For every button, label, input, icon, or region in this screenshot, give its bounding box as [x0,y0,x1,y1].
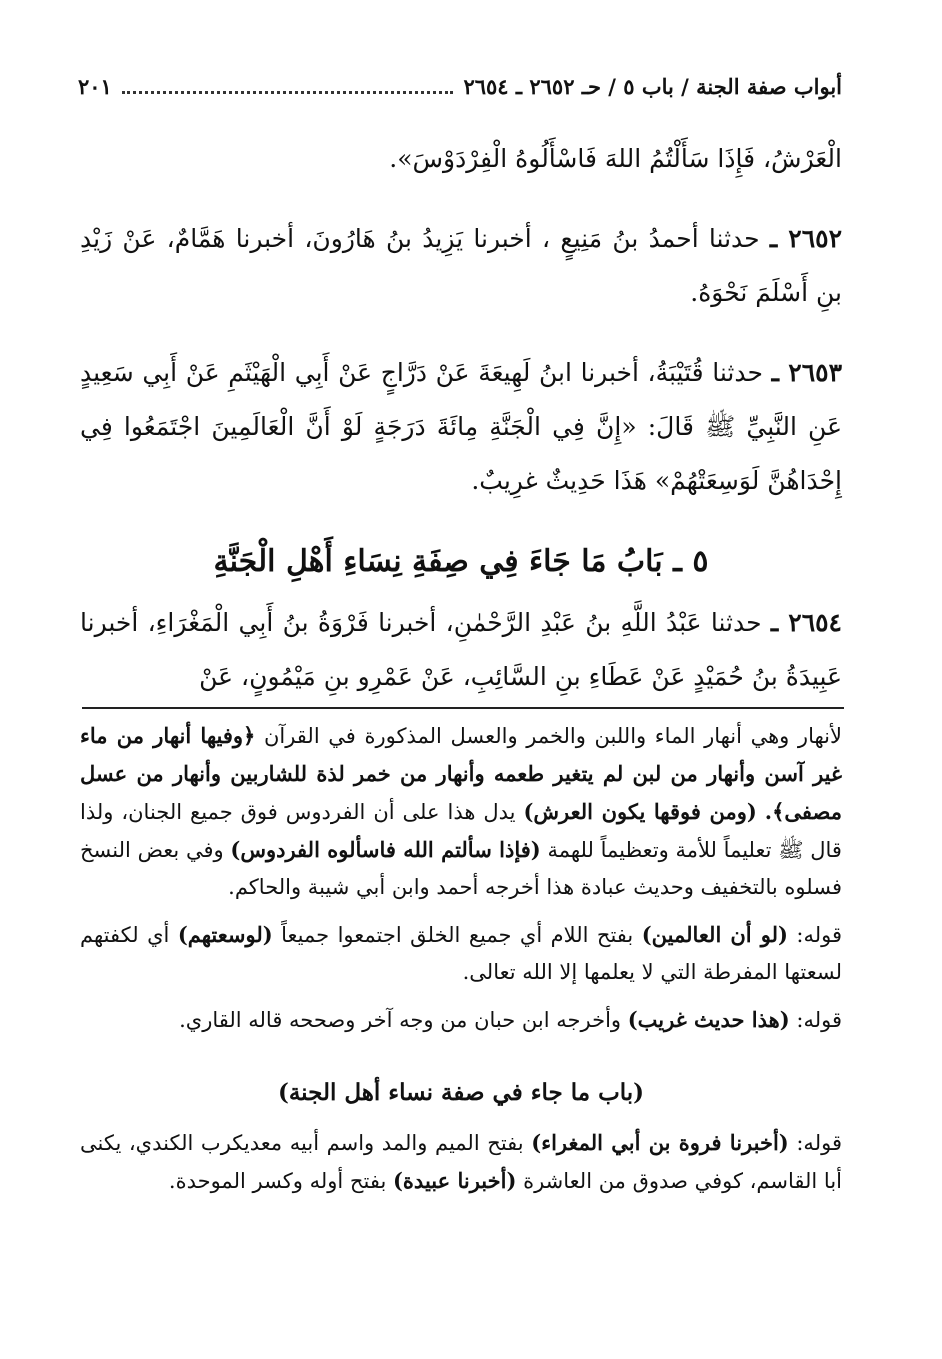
commentary-paragraph [80,916,842,991]
note-text: أي لكفتهم لسعتها المفرطة التي لا يعلمها إلا الله تعالى. [80,923,842,984]
note-lead: قوله: [796,1131,842,1155]
note-lead: قوله: [796,923,842,947]
quoted-phrase: (أخبرنا عبيدة) [392,1168,517,1193]
hadith-number: ٢٦٥٤ ـ [770,608,842,637]
note-text: وفي بعض النسخ فسلوه بالتخفيف وحديث عبادة هذا أخرجه أحمد وابن أبي شيبة والحاكم. [80,838,842,899]
note-text: يدل هذا على أن الفردوس فوق جميع الجنان، ولذا قال ﷺ تعليماً للأمة وتعظيماً للهمة [80,800,842,862]
hadith-2654 [80,596,842,704]
note-text: بفتح أوله وكسر الموحدة. [168,1169,387,1193]
footnote-divider [82,707,844,709]
commentary-paragraph [80,1001,842,1039]
hadith-number: ٢٦٥٣ ـ [771,358,843,387]
note-text: وأخرجه ابن حبان من وجه آخر وصححه قاله القاري. [179,1008,622,1032]
quoted-phrase: (هذا حديث غريب) [627,1007,790,1032]
chapter-title: ٥ ـ بَابُ مَا جَاءَ فِي صِفَةِ نِسَاءِ أَهْلِ الْجَنَّةِ [213,544,709,579]
hadith-text [80,132,842,730]
paragraph-text: حدثنا قُتَيْبَةُ، أخبرنا ابنُ لَهِيعَةَ عَنْ دَرَّاجٍ عَنْ أَبِي الْهَيْثَمِ عَنْ أَبِي سَعِيدٍ عَنِ النَّبِيِّ ﷺ قَالَ: «إِنَّ فِي الْجَنَّةِ مِائَةَ دَرَجَةٍ لَوْ أَنَّ الْعَالَمِينَ اجْتَمَعُوا فِي إِحْدَاهُنَّ لَوَسِعَتْهُمْ» هَذَا حَدِيثٌ غرِيبٌ. [80,358,842,495]
note-lead: قوله: [796,1008,842,1032]
commentary-paragraph [80,1124,842,1200]
hadith-2653 [80,346,842,508]
quoted-phrase: (لوسعتهم) [177,922,273,947]
quoted-phrase: (فإذا سألتم الله فاسألوه الفردوس) [230,837,541,862]
header-dot-leader [122,79,454,94]
paragraph-text: الْعَرْشُ، فَإِذَا سَأَلْتُمُ اللهَ فَاسْأَلُوهُ الْفِرْدَوْسَ». [389,144,842,173]
note-text: بفتح الميم والمد واسم أبيه معديكرب الكندي، يكنى أبا القاسم، كوفي صدوق من العاشرة [80,1131,842,1193]
note-text: بفتح اللام أي جميع الخلق اجتمعوا جميعاً [281,923,634,947]
note-text: لأنهار وهي أنهار الماء واللبن والخمر والعسل المذكورة في القرآن [263,724,842,748]
paragraph-text: حدثنا أحمدُ بنُ مَنِيعٍ ، أخبرنا يَزِيدُ بنُ هَارُونَ، أخبرنا هَمَّامٌ، عَنْ زَيْدِ بنِ أَسْلَمَ نَحْوَهُ. [80,224,842,307]
page-number: ٢٠١ [78,73,112,99]
hadith-2652 [80,212,842,320]
header-title: أبواب صفة الجنة / باب ٥ / حـ ٢٦٥٢ ـ ٢٦٥٤ [463,73,842,99]
quran-quote: ﴿وفيها أنهار من ماء غير آسن وأنهار من لبن لم يتغير طعمه وأنهار من خمر لذة للشاربين وأنهار من عسل مصفى﴾. [80,723,842,824]
quoted-phrase: (أخبرنا فروة بن أبي المغراء) [531,1130,789,1155]
quoted-phrase: (لو أن العالمين) [641,922,788,947]
hadith-continuation [80,132,842,186]
commentary [80,717,842,1210]
commentary-paragraph [80,717,842,906]
running-header [78,66,842,106]
quoted-phrase: (ومن فوقها يكون العرش) [523,799,757,824]
hadith-number: ٢٦٥٢ ـ [769,224,843,253]
commentary-heading: (باب ما جاء في صفة نساء أهل الجنة) [277,1079,645,1106]
paragraph-text: حدثنا عَبْدُ اللَّهِ بنُ عَبْدِ الرَّحْمٰنِ، أخبرنا فَرْوَةُ بنُ أَبِي الْمَغْرَاءِ، أخبرنا عَبِيدَةُ بنُ حُمَيْدٍ عَنْ عَطَاءِ بنِ السَّائِبِ، عَنْ عَمْرِو بنِ مَيْمُونٍ، عَنْ [80,608,842,691]
